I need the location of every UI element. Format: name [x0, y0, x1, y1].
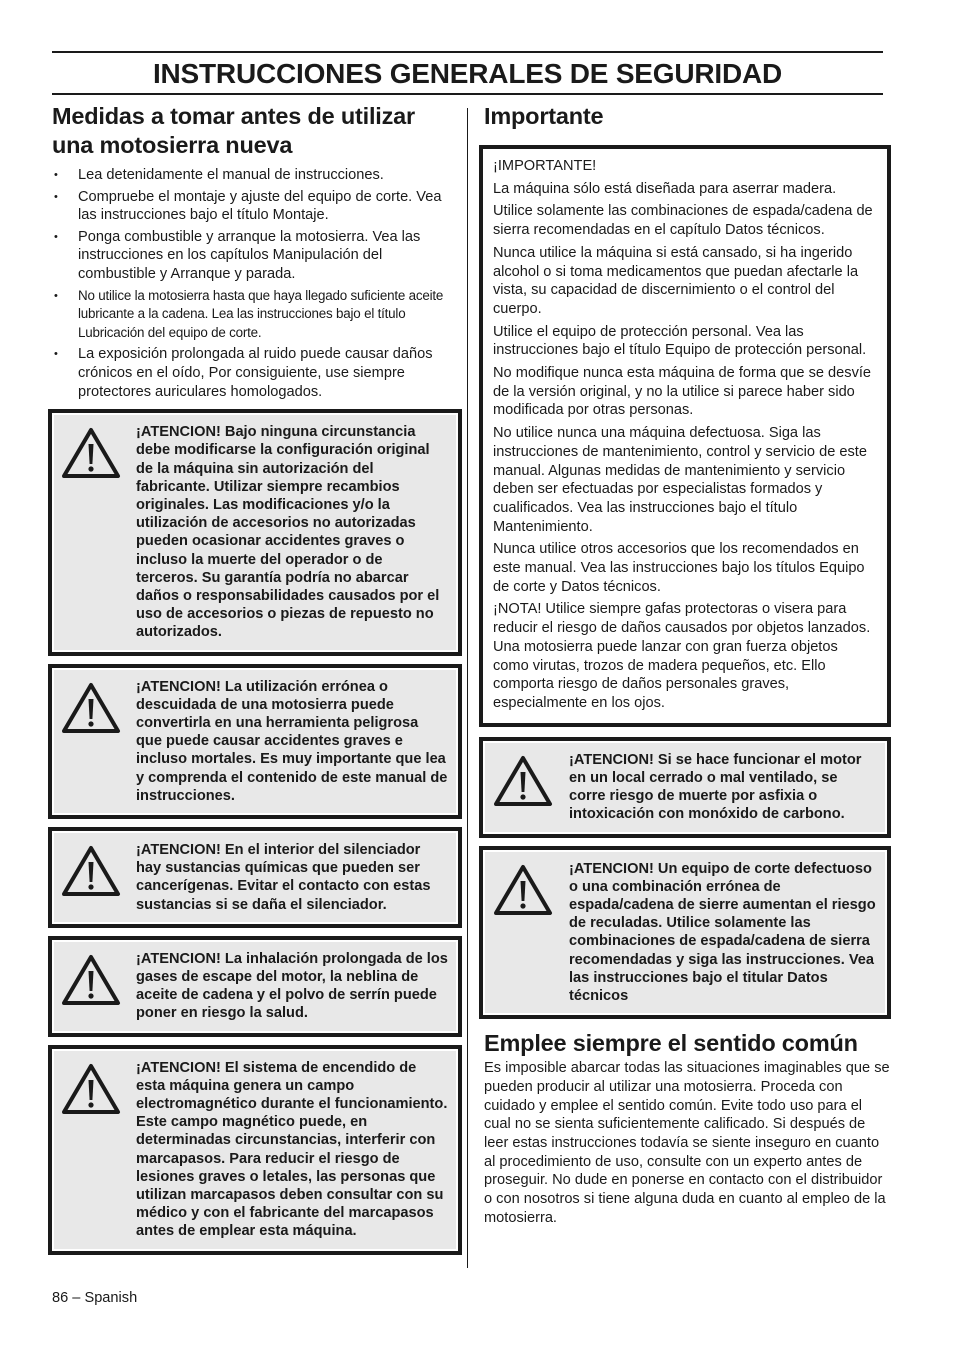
warning-triangle-icon	[61, 845, 121, 897]
list-item: • La exposición prolongada al ruido puede causar daños crónicos en el oído, Por consiguiente, use siempre protectores auriculares homologados.	[52, 345, 462, 401]
warning-text: ¡ATENCION! En el interior del silenciador hay sustancias químicas que pueden ser cancerígenas. Evitar el contacto con estas sustancias si se daña el silenciador.	[136, 841, 431, 913]
important-paragraph: ¡NOTA! Utilice siempre gafas protectoras o visera para reducir el riesgo de daños causados por objetos lanzados. Una motosierra puede lanzar con gran fuerza objetos como virutas, trozos de madera pequeños, etc. Ello comporta riesgo de daños personales graves, especialmente en los ojos.	[493, 601, 871, 711]
important-paragraph: Utilice el equipo de protección personal. Vea las instrucciones bajo el título Equipo de protección personal.	[493, 323, 867, 359]
section-heading-before-use: Medidas a tomar antes de utilizar una motosierra nueva	[52, 103, 415, 158]
list-item: • Compruebe el montaje y ajuste del equipo de corte. Vea las instrucciones bajo el título Montaje.	[52, 188, 462, 225]
important-paragraph: Utilice solamente las combinaciones de espada/cadena de sierra recomendadas en el capítulo Datos técnicos.	[493, 203, 873, 239]
list-item: • No utilice la motosierra hasta que haya llegado suficiente aceite lubricante a la cadena. Lea las instrucciones bajo el título Lubricación del equipo de corte.	[52, 287, 462, 343]
important-paragraph: La máquina sólo está diseñada para aserrar madera.	[493, 180, 837, 197]
page-title: INSTRUCCIONES GENERALES DE SEGURIDAD	[152, 58, 783, 89]
warning-box	[479, 846, 891, 1020]
warning-triangle-icon	[61, 682, 121, 734]
warning-triangle-icon	[493, 755, 553, 807]
warning-box	[48, 409, 462, 655]
list-item: • Ponga combustible y arranque la motosierra. Vea las instrucciones en los capítulos Manipulación del combustible y Arranque y parada.	[52, 228, 462, 284]
header-rule-top	[52, 51, 883, 53]
warning-text: ¡ATENCION! La utilización errónea o descuidada de una motosierra puede convertirla en una herramienta peligrosa que puede causar accidentes graves e incluso mortales. Es muy importante que lea y comprenda el contenido de este manual de instrucciones.	[136, 678, 448, 804]
warning-triangle-icon	[493, 864, 553, 916]
list-item: • Lea detenidamente el manual de instrucciones.	[52, 166, 462, 185]
warning-text: ¡ATENCION! El sistema de encendido de esta máquina genera un campo electromagnético durante el funcionamiento. Este campo magnético puede, en determinadas circunstancias, interferir con marcapasos. Para reducir el riesgo de lesiones graves o letales, las personas que utilizan marcapasos deben consultar con su médico y con el fabricante del marcapasos antes de emplear esta máquina.	[136, 1059, 448, 1240]
warning-text: ¡ATENCION! La inhalación prolongada de los gases de escape del motor, la neblina de aceite de cadena y el polvo de serrín puede poner en riesgo la salud.	[136, 950, 448, 1022]
important-box	[479, 145, 891, 727]
left-column	[52, 100, 462, 1255]
warning-box	[48, 1045, 462, 1255]
warning-box	[479, 737, 891, 838]
header-rule-bottom	[52, 93, 883, 95]
right-column	[479, 100, 892, 1227]
important-paragraph: Nunca utilice otros accesorios que los recomendados en este manual. Vea las instrucciones bajo los títulos Equipo de corte y Datos técnicos.	[493, 541, 865, 595]
important-label: ¡IMPORTANTE!	[493, 158, 597, 174]
important-paragraph: Nunca utilice la máquina si está cansado, si ha ingerido alcohol o si toma medicamentos que puedan afectarle la vista, su capacidad de discernimiento o el control del cuerpo.	[493, 244, 859, 317]
section-heading-common-sense: Emplee siempre el sentido común	[484, 1030, 858, 1057]
warning-box	[48, 936, 462, 1037]
important-paragraph: No modifique nunca esta máquina de forma que se desvíe de la versión original, y no la utilice si parece haber sido modificada por otras personas.	[493, 365, 872, 419]
warning-text: ¡ATENCION! Bajo ninguna circunstancia debe modificarse la configuración original de la máquina sin autorización del fabricante. Utilizar siempre recambios originales. Las modificaciones y/o la utilización de accesorios no autorizadas pueden ocasionar accidentes graves o incluso la muerte del operador o de terceros. Su garantía podría no abarcar daños o responsabilidades causados por el uso de accesorios o piezas de repuesto no autorizados.	[136, 424, 440, 641]
important-paragraph: No utilice nunca una máquina defectuosa. Siga las instrucciones de mantenimiento, control y servicio de este manual. Algunas medidas de mantenimiento y servicio deben ser efectuadas por especialistas formados y cualificados. Vea las instrucciones bajo el título Mantenimiento.	[493, 425, 867, 535]
warning-text: ¡ATENCION! Si se hace funcionar el motor en un local cerrado o mal ventilado, se corre riesgo de muerte por asfixia o intoxicación con monóxido de carbono.	[569, 751, 862, 823]
warning-triangle-icon	[61, 954, 121, 1006]
warning-triangle-icon	[61, 1063, 121, 1115]
common-sense-paragraph: Es imposible abarcar todas las situaciones imaginables que se pueden producir al utilizar una motosierra. Proceda con cuidado y emplee el sentido común. Evite todo uso para el cual no se sienta suficientemente calificado. Si después de leer estas instrucciones todavía se siente inseguro en cuanto al procedimiento de uso, consulte con un experto antes de proseguir. No dude en ponerse en contacto con el distribuidor o con nosotros si tiene alguna duda en cuanto al empleo de la motosierra.	[484, 1060, 890, 1226]
section-heading-important: Importante	[484, 103, 604, 129]
warning-box	[48, 664, 462, 819]
warning-text: ¡ATENCION! Un equipo de corte defectuoso o una combinación errónea de espada/cadena de sierre aumentan el riesgo de reculadas. Utilice solamente las combinaciones de espada/cadena de sierra recomendadas y siga las instrucciones. Vea las instrucciones bajo el titular Datos técnicos	[569, 860, 876, 1004]
page-footer: 86 – Spanish	[52, 1290, 138, 1306]
column-divider	[467, 108, 468, 1268]
checklist	[52, 166, 462, 401]
warning-box	[48, 827, 462, 928]
warning-triangle-icon	[61, 427, 121, 479]
